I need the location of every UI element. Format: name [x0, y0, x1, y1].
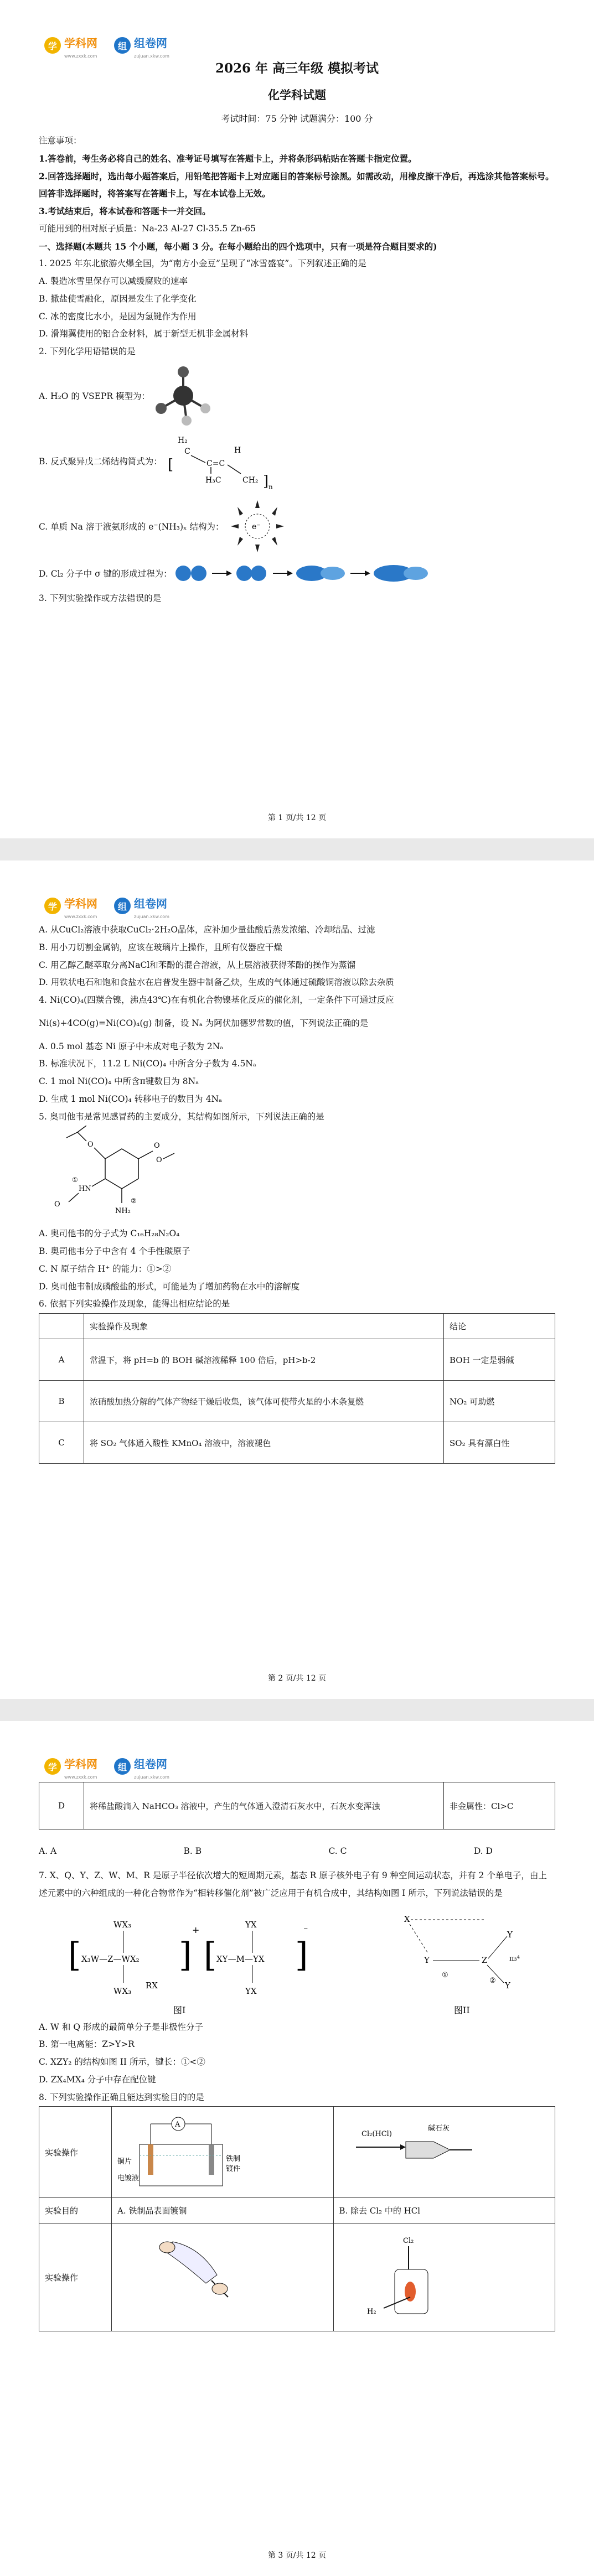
q6-options — [39, 1846, 493, 1856]
figure-2-structure — [371, 1905, 526, 2016]
zxxk-logo-icon: 学 — [44, 1758, 61, 1775]
svg-text:碱石灰: 碱石灰 — [427, 2124, 450, 2133]
table-row: C 将 SO₂ 气体通入酸性 KMnO₄ 溶液中，溶液褪色 SO₂ 具有漂白性 — [39, 1422, 555, 1464]
question-2: 2. 下列化学用语错误的是 — [39, 346, 136, 357]
q5-option-d: D. 奥司他韦制成磷酸盐的形式，可能是为了增加药物在水中的溶解度 — [39, 1281, 300, 1292]
q6-option-b: B. B — [183, 1846, 202, 1856]
q7-figures — [39, 1903, 555, 2019]
svg-text:⁻: ⁻ — [303, 1924, 308, 1935]
q1-option-c: C. 冰的密度比水小，是因为氢键作为作用 — [39, 311, 197, 322]
page-2 — [0, 861, 594, 1699]
svg-text:CH₂: CH₂ — [242, 475, 259, 485]
svg-text:WX₃: WX₃ — [113, 1986, 132, 1996]
separatory-funnel-figure — [117, 2231, 283, 2322]
solvated-electron-figure — [224, 496, 291, 557]
q6-option-c: C. C — [328, 1846, 347, 1856]
svg-text:XY—M—YX: XY—M—YX — [216, 1953, 265, 1964]
polyisoprene-structure — [162, 431, 273, 491]
page-footer: 第 3 页/共 12 页 — [267, 2551, 327, 2560]
q4-option-c: C. 1 mol Ni(CO)₄ 中所含π键数目为 8Nₐ — [39, 1076, 199, 1087]
zxxk-logo-icon: 学 — [44, 898, 61, 914]
brand-header — [44, 32, 169, 59]
svg-text:图I: 图I — [173, 2004, 186, 2015]
svg-text:n: n — [268, 483, 273, 491]
page-1 — [0, 0, 594, 838]
q7-option-d: D. ZX₄MX₄ 分子中存在配位键 — [39, 2074, 156, 2085]
page-footer: 第 2 页/共 12 页 — [267, 1674, 327, 1683]
zujuan-logo: 组 组卷网 zujuan.xkw.com — [114, 1753, 169, 1780]
table-row: B 浓硝酸加热分解的气体产物经干燥后收集，该气体可使带火星的小木条复燃 NO₂ 可助燃 — [39, 1381, 555, 1422]
svg-text:X: X — [404, 1914, 410, 1924]
q2-option-c: C. 单质 Na 溶于液氨形成的 e⁻(NH₃)ₓ 结构为： e⁻ — [39, 496, 555, 557]
q5-option-c: C. N 原子结合 H⁺ 的能力：①>② — [39, 1263, 172, 1274]
sigma-bond-formation-figure — [172, 562, 432, 584]
svg-text:H₂: H₂ — [366, 2307, 376, 2316]
svg-text:铜片: 铜片 — [117, 2157, 132, 2166]
page-footer: 第 1 页/共 12 页 — [267, 813, 327, 822]
table-header-cell: 实验操作及现象 — [84, 1314, 444, 1339]
exam-title: 2026 年 高三年级 模拟考试 — [215, 61, 379, 76]
svg-text:]: ] — [179, 1935, 192, 1974]
question-5: 5. 奥司他韦是常见感冒药的主要成分，其结构如图所示，下列说法正确的是 — [39, 1111, 324, 1122]
note-3: 3.考试结束后，将本试卷和答题卡一并交回。 — [39, 206, 211, 217]
q3-option-c: C. 用乙醇乙醚萃取分离NaCl和苯酚的混合溶液，从上层溶液获得苯酚的操作为蒸馏 — [39, 960, 356, 970]
q6-option-d: D. D — [473, 1846, 493, 1856]
q1-option-d: D. 滑翔翼使用的铝合金材料，属于新型无机非金属材料 — [39, 329, 249, 339]
question-6: 6. 依据下列实验操作及现象，能得出相应结论的是 — [39, 1299, 230, 1309]
vsepr-model-figure — [150, 365, 216, 426]
svg-text:WX₃: WX₃ — [113, 1919, 132, 1930]
svg-text:NH₂: NH₂ — [115, 1207, 131, 1216]
table-row: 实验目的 A. 铁制品表面镀铜 B. 除去 Cl₂ 中的 HCl — [39, 2198, 555, 2223]
figure-1-structure — [68, 1905, 312, 2016]
electroplating-apparatus — [117, 2114, 283, 2189]
q4-option-a: A. 0.5 mol 基态 Ni 原子中未成对电子数为 2Nₐ — [39, 1041, 224, 1051]
svg-text:Y: Y — [507, 1929, 513, 1940]
svg-text:镀件: 镀件 — [226, 2164, 241, 2173]
svg-text:RX: RX — [146, 1980, 158, 1991]
exam-subtitle: 化学科试题 — [268, 88, 326, 102]
table-row: 实验操作 Cl₂ H₂ — [39, 2223, 555, 2331]
zxxk-logo: 学 学科网 www.zxxk.com — [44, 32, 97, 59]
zujuan-logo-icon: 组 — [114, 37, 131, 54]
q6-table-continued — [39, 1782, 555, 1829]
q2-option-d: D. Cl₂ 分子中 σ 键的形成过程为： — [39, 561, 555, 585]
svg-text:Y: Y — [504, 1980, 510, 1991]
svg-text:图II: 图II — [453, 2004, 470, 2015]
notes-heading: 注意事项： — [39, 136, 82, 146]
zujuan-logo: 组 组卷网 zujuan.xkw.com — [114, 32, 169, 59]
svg-text:[: [ — [204, 1935, 217, 1974]
q4-option-d: D. 生成 1 mol Ni(CO)₄ 转移电子的数目为 4Nₐ — [39, 1093, 223, 1104]
svg-text:H₂: H₂ — [177, 436, 188, 445]
svg-text:]: ] — [295, 1935, 308, 1974]
table-header-cell — [39, 1314, 84, 1339]
brand-header — [44, 893, 169, 919]
table-row: A 常温下，将 pH=b 的 BOH 碱溶液稀释 100 倍后，pH>b-2 BOH 一定是弱碱 — [39, 1339, 555, 1381]
svg-text:YX: YX — [245, 1986, 257, 1996]
q5-option-b: B. 奥司他韦分子中含有 4 个手性碳原子 — [39, 1246, 190, 1257]
question-7: 7. X、Q、Y、Z、W、M、R 是原子半径依次增大的短周期元素，基态 R 原子核外电子有 9 种空间运动状态，并有 2 个单电子，由上述元素中的六种组成的一种化合物常作为“相转移催化剂”被广泛应用于有机合成中，其结构如图 I 所示，下列说法错误的是 — [39, 1870, 547, 1898]
q6-table — [39, 1313, 555, 1464]
zxxk-logo-icon: 学 — [44, 37, 61, 54]
table-header-row — [39, 1314, 555, 1339]
svg-text:[: [ — [167, 456, 173, 473]
svg-text:e⁻: e⁻ — [251, 522, 261, 531]
table-row: D 将稀盐酸滴入 NaHCO₃ 溶液中，产生的气体通入澄清石灰水中，石灰水变浑浊 非金属性：Cl>C — [39, 1782, 555, 1829]
svg-text:Z: Z — [481, 1955, 488, 1965]
question-4-equation: Ni(s)+4CO(g)=Ni(CO)₄(g) 制备，设 Nₐ 为阿伏加德罗常数的值，下列说法正确的是 — [39, 1018, 369, 1028]
svg-text:HN: HN — [79, 1185, 91, 1194]
q3-option-b: B. 用小刀切割金属钠，应该在玻璃片上操作，且所有仪器应干燥 — [39, 942, 282, 952]
brand-header — [44, 1753, 169, 1780]
svg-text:YX: YX — [245, 1919, 257, 1930]
svg-text:[: [ — [68, 1935, 81, 1974]
table-row: 实验操作 A 铜片 铁制 镀件 电镀液 Cl₂(HCl) 碱石灰 — [39, 2107, 555, 2198]
q2-option-a: A. H₂O 的 VSEPR 模型为： — [39, 365, 555, 426]
table-header-cell: 结论 — [444, 1314, 555, 1339]
svg-text:①: ① — [72, 1176, 78, 1184]
atomic-masses: 可能用到的相对原子质量：Na-23 Al-27 Cl-35.5 Zn-65 — [39, 223, 256, 234]
svg-text:O: O — [154, 1142, 160, 1150]
zujuan-logo: 组 组卷网 zujuan.xkw.com — [114, 893, 169, 919]
q7-option-c: C. XZY₂ 的结构如图 II 所示，键长：①<② — [39, 2057, 205, 2067]
q8-table — [39, 2106, 555, 2331]
svg-text:O: O — [54, 1200, 60, 1209]
q4-option-b: B. 标准状况下，11.2 L Ni(CO)₄ 中所含分子数为 4.5Nₐ — [39, 1059, 256, 1069]
exam-meta: 考试时间：75 分钟 试题满分：100 分 — [221, 113, 373, 124]
svg-text:O: O — [156, 1156, 162, 1165]
gas-drying-apparatus — [339, 2114, 505, 2189]
zujuan-logo-icon: 组 — [114, 1758, 131, 1775]
svg-text:C=C: C=C — [206, 459, 225, 468]
svg-text:X₃W—Z—WX₂: X₃W—Z—WX₂ — [81, 1953, 140, 1964]
svg-text:A: A — [175, 2120, 180, 2129]
q7-option-b: B. 第一电离能：Z>Y>R — [39, 2039, 135, 2050]
note-2: 2.回答选择题时，选出每小题答案后，用铅笔把答题卡上对应题目的答案标号涂黑。如需改动，用橡皮擦干净后，再选涂其他答案标号。回答非选择题时，将答案写在答题卡上，写在本试卷上无效。 — [39, 170, 554, 199]
question-3: 3. 下列实验操作或方法错误的是 — [39, 593, 162, 603]
svg-text:+: + — [192, 1924, 200, 1935]
svg-text:Y: Y — [423, 1955, 430, 1965]
question-1: 1. 2025 年东北旅游火爆全国，为“南方小金豆”呈现了“冰雪盛宴”。下列叙述正确的是 — [39, 258, 366, 269]
zxxk-logo: 学 学科网 www.zxxk.com — [44, 893, 97, 919]
q6-option-a: A. A — [39, 1846, 57, 1856]
q3-option-a: A. 从CuCl₂溶液中获取CuCl₂·2H₂O晶体，应补加少量盐酸后蒸发浓缩、冷却结晶、过滤 — [39, 925, 375, 935]
q1-option-b: B. 撒盐使雪融化，原因是发生了化学变化 — [39, 293, 197, 304]
svg-text:Cl₂(HCl): Cl₂(HCl) — [361, 2129, 392, 2138]
zujuan-logo-icon: 组 — [114, 898, 131, 914]
chlorine-hydrogen-figure — [339, 2231, 505, 2322]
svg-text:电镀液: 电镀液 — [117, 2174, 140, 2183]
svg-text:②: ② — [131, 1197, 137, 1205]
q7-option-a: A. W 和 Q 形成的最简单分子是非极性分子 — [39, 2022, 203, 2032]
svg-text:]: ] — [262, 473, 268, 490]
oseltamivir-structure — [50, 1126, 183, 1225]
zxxk-logo: 学 学科网 www.zxxk.com — [44, 1753, 97, 1780]
section-heading: 一、选择题(本题共 15 个小题，每小题 3 分。在每小题给出的四个选项中，只有一项是符合题目要求的) — [39, 241, 437, 252]
svg-text:H: H — [234, 445, 241, 455]
q1-option-a: A. 製造冰雪里保存可以减缓腐败的速率 — [39, 276, 188, 287]
question-8: 8. 下列实验操作正确且能达到实验目的的是 — [39, 2092, 204, 2102]
svg-text:O: O — [87, 1141, 94, 1149]
q3-option-d: D. 用铁状电石和饱和食盐水在启普发生器中制备乙炔，生成的气体通过硫酸铜溶液以除去杂质 — [39, 977, 394, 988]
svg-text:Cl₂: Cl₂ — [402, 2236, 414, 2245]
page-3 — [0, 1721, 594, 2576]
svg-text:π₃⁴: π₃⁴ — [509, 1954, 520, 1963]
svg-text:①: ① — [441, 1971, 448, 1979]
svg-text:②: ② — [489, 1976, 496, 1985]
note-1: 1.答卷前，考生务必将自己的姓名、准考证号填写在答题卡上，并将条形码粘贴在答题卡指定位置。 — [39, 153, 417, 164]
svg-text:C: C — [184, 447, 190, 456]
svg-text:H₃C: H₃C — [205, 475, 221, 485]
q2-option-b: B. 反式聚异戊二烯结构简式为： H₂ C C=C H₃C H CH₂ [ ] n — [39, 431, 555, 491]
svg-text:铁制: 铁制 — [226, 2154, 241, 2163]
q5-option-a: A. 奥司他韦的分子式为 C₁₆H₂₈N₂O₄ — [39, 1229, 180, 1239]
question-4: 4. Ni(CO)₄(四羰合镍，沸点43℃)在有机化合物镍基化反应的催化剂，一定条件下可通过反应 — [39, 995, 394, 1005]
